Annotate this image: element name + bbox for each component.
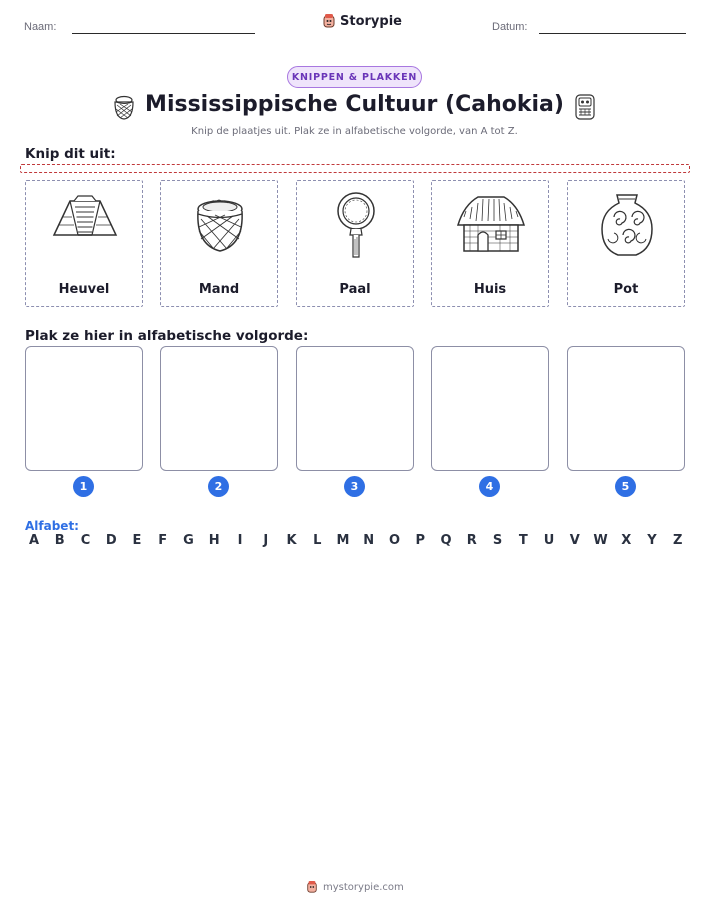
- alphabet-letter: U: [543, 533, 555, 548]
- footer-url[interactable]: mystorypie.com: [323, 881, 404, 893]
- number-badge-1: 1: [73, 476, 94, 497]
- alphabet-letter: M: [336, 533, 350, 548]
- name-label: Naam:: [24, 21, 57, 33]
- paste-box-4[interactable]: [431, 346, 549, 471]
- number-badge-3: 3: [344, 476, 365, 497]
- cut-guide-line: [20, 164, 690, 173]
- alphabet-letter: Y: [647, 533, 657, 548]
- alphabet-letter: E: [132, 533, 142, 548]
- alphabet-row: [26, 533, 686, 548]
- alphabet-letter: Q: [440, 533, 452, 548]
- alphabet-letter: B: [54, 533, 65, 548]
- brand-name: Storypie: [340, 13, 402, 29]
- alphabet-letter: X: [621, 533, 632, 548]
- instructions: Knip de plaatjes uit. Plak ze in alfabetische volgorde, van A tot Z.: [191, 126, 518, 137]
- card-label-pot: Pot: [613, 282, 639, 297]
- alphabet-letter: S: [492, 533, 503, 548]
- mound-icon: [48, 187, 122, 261]
- alphabet-letter: A: [28, 533, 40, 548]
- number-badge-2: 2: [208, 476, 229, 497]
- basket-icon: [183, 187, 257, 261]
- alphabet-letter: O: [388, 533, 401, 548]
- alphabet-letter: D: [105, 533, 117, 548]
- page-title: Mississippische Cultuur (Cahokia): [145, 92, 564, 117]
- card-label-paal: Paal: [339, 282, 371, 297]
- cut-card-mand[interactable]: [160, 180, 278, 307]
- alphabet-letter: R: [466, 533, 477, 548]
- alphabet-letter: I: [237, 533, 243, 548]
- alphabet-letter: V: [569, 533, 580, 548]
- alphabet-letter: G: [183, 533, 194, 548]
- cut-card-paal[interactable]: [296, 180, 414, 307]
- name-line[interactable]: [72, 33, 255, 34]
- paste-box-2[interactable]: [160, 346, 278, 471]
- activity-badge: KNIPPEN & PLAKKEN: [287, 66, 422, 88]
- alphabet-letter: W: [593, 533, 608, 548]
- alphabet-letter: H: [208, 533, 220, 548]
- alphabet-letter: K: [286, 533, 297, 548]
- cut-section-title: Knip dit uit:: [25, 146, 116, 162]
- alphabet-letter: T: [518, 533, 528, 548]
- carved-stone-icon: [572, 92, 598, 122]
- cut-card-pot[interactable]: [567, 180, 685, 307]
- hut-icon: [454, 187, 528, 261]
- cut-card-heuvel[interactable]: [25, 180, 143, 307]
- alphabet-letter: L: [313, 533, 322, 548]
- card-label-heuvel: Heuvel: [58, 282, 110, 297]
- card-label-mand: Mand: [198, 282, 240, 297]
- card-label-huis: Huis: [473, 282, 507, 297]
- paste-box-1[interactable]: [25, 346, 143, 471]
- storypie-mascot-icon: [306, 880, 318, 894]
- alphabet-letter: C: [80, 533, 91, 548]
- alphabet-letter: Z: [673, 533, 683, 548]
- alphabet-letter: F: [158, 533, 168, 548]
- brand-logo: [322, 13, 402, 29]
- alphabet-letter: P: [415, 533, 426, 548]
- paste-section-title: Plak ze hier in alfabetische volgorde:: [25, 328, 309, 344]
- alphabet-title: Alfabet:: [25, 519, 79, 533]
- number-badge-4: 4: [479, 476, 500, 497]
- pole-icon: [319, 187, 393, 261]
- paste-box-3[interactable]: [296, 346, 414, 471]
- storypie-mascot-icon: [322, 13, 336, 29]
- pot-icon: [590, 187, 664, 261]
- number-badge-5: 5: [615, 476, 636, 497]
- cut-card-huis[interactable]: [431, 180, 549, 307]
- alphabet-letter: J: [263, 533, 269, 548]
- date-label: Datum:: [492, 21, 528, 33]
- footer: [306, 880, 404, 894]
- paste-box-5[interactable]: [567, 346, 685, 471]
- alphabet-letter: N: [363, 533, 375, 548]
- date-line[interactable]: [539, 33, 686, 34]
